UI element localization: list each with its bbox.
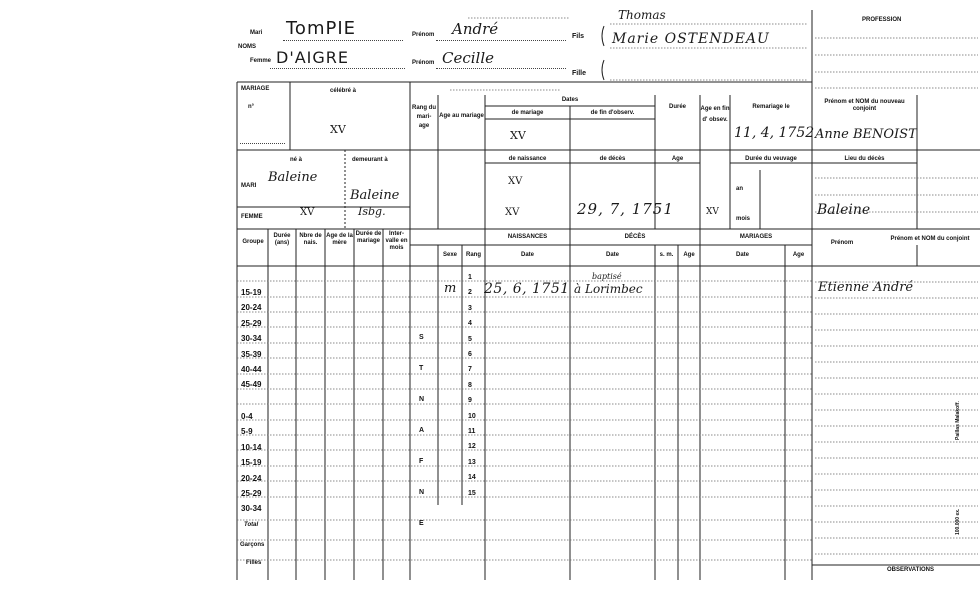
femme-name: D'AIGRE (276, 48, 350, 67)
total-label: Total (244, 522, 259, 528)
rank: 9 (468, 397, 472, 405)
deces-age-label: Age (683, 252, 695, 258)
age-group: 25-29 (241, 318, 262, 328)
age-group: 25-29 (241, 489, 262, 499)
filles-label: Filles (246, 560, 262, 566)
rank: 4 (468, 320, 472, 328)
prenom-nom-conjoint-label: Prénom et NOM du conjoint (890, 236, 970, 242)
age-group: 30-34 (241, 504, 262, 514)
femme-naissance: XV (505, 207, 520, 218)
femme-ne-a: XV (300, 207, 315, 218)
fils-label: Fils (572, 33, 585, 40)
side-print-2: 100.000 ex. (955, 508, 961, 535)
child1-prenom: Etienne André (818, 280, 914, 295)
noms-label: NOMS (238, 44, 256, 50)
enfants-letter: N (419, 396, 425, 403)
age-label-1: Age (671, 156, 684, 162)
prenom-femme-label: Prénom (412, 60, 435, 66)
naissances-label: NAISSANCES (507, 234, 548, 240)
femme-demeurant: Isbg. (358, 205, 386, 218)
rank: 7 (468, 366, 472, 374)
child1-sexe: m (444, 281, 457, 296)
fin-observ-label: de fin d'observ. (590, 110, 635, 116)
side-print-1: Paillas Malakoff. (955, 401, 961, 440)
fils-prenom: Thomas (618, 8, 666, 22)
age-group: 30-34 (241, 334, 262, 344)
rank: 5 (468, 335, 472, 343)
mari-ne-a: Baleine (268, 170, 318, 185)
lieu-deces-value: Baleine (817, 202, 871, 218)
mois-label: mois (736, 216, 751, 222)
mari-label: Mari (250, 30, 263, 36)
garcons-label: Garçons (240, 542, 265, 548)
enfants-vertical (419, 322, 424, 539)
celebre-label: célébré à (330, 88, 357, 94)
de-deces-label: de décès (599, 156, 626, 162)
mari-demeurant: Baleine (350, 188, 400, 203)
enfants-letter: T (419, 365, 424, 372)
celebre-value: XV (330, 123, 346, 136)
date-mariage-value: XV (510, 129, 526, 142)
child1-naissance: 25, 6, 1751 (484, 281, 570, 297)
nbre-nais-label: Nbre de nais. (299, 233, 322, 246)
remariage-label: Remariage le (752, 104, 790, 110)
age-group: 10-14 (241, 442, 262, 452)
sm-label: s. m. (659, 252, 674, 258)
rank-column (468, 270, 476, 501)
femme-row-label: FEMME (241, 214, 263, 220)
age-group: 0-4 (241, 412, 253, 421)
de-naissance-label: de naissance (508, 156, 547, 162)
ne-a-label: né à (290, 157, 303, 163)
rank: 1 (468, 274, 472, 281)
prenom-mari-label: Prénom (412, 32, 435, 38)
age-au-mariage-label: Age au mariage (439, 113, 484, 119)
rank: 11 (468, 428, 476, 436)
rank: 8 (468, 381, 472, 389)
femme-prenom: Cecille (442, 49, 495, 67)
enfants-letter: E (419, 520, 424, 527)
de-mariage-label: de mariage (511, 110, 544, 116)
intervalle-label: Inter- valle en mois (385, 231, 408, 251)
age-fin-label: Age en fin d' obsev. (700, 106, 730, 123)
sexe-label: Sexe (442, 252, 457, 258)
deces-label: DÉCÈS (624, 234, 646, 240)
age-group: 45-49 (241, 380, 262, 390)
femme-age-fin: XV (706, 207, 719, 217)
age-group: 35-39 (241, 349, 262, 359)
enfants-letter: F (419, 458, 424, 465)
prenom-nom-nouveau-label: Prénom et NOM du nouveau conjoint (824, 99, 905, 112)
mariage-age-label: Age (792, 252, 805, 258)
mari-name: TomPIE (286, 18, 357, 39)
enfants-letter: S (419, 334, 424, 341)
demeurant-label: demeurant à (352, 157, 388, 163)
lieu-deces-label: Lieu du décès (844, 156, 885, 162)
rank: 3 (468, 304, 472, 312)
rank: 6 (468, 351, 472, 359)
rank: 12 (468, 443, 476, 451)
prenom-col-label: Prénom (830, 240, 854, 246)
duree-mariage-label: Durée de mariage (355, 231, 382, 244)
femme-label: Femme (250, 58, 272, 64)
mariages-label: MARIAGES (739, 234, 773, 240)
age-group: 5-9 (241, 427, 253, 437)
no-label: n° (248, 104, 255, 110)
enfants-letter: A (419, 427, 425, 434)
naissance-date-label: Date (520, 252, 534, 258)
child1-deces: à Lorimbec (574, 282, 643, 296)
mariage-label: MARIAGE (241, 86, 270, 92)
groupe-label: Groupe (242, 239, 264, 245)
age-groups-bottom (241, 409, 261, 517)
mari-prenom: André (452, 20, 499, 38)
duree-veuvage-label: Durée du veuvage (745, 156, 797, 162)
mariage-date-label: Date (735, 252, 749, 258)
rank: 13 (468, 458, 476, 466)
fils-detail: Marie OSTENDEAU (612, 31, 770, 47)
age-group: 20-24 (241, 303, 262, 313)
rank: 14 (468, 474, 476, 482)
age-group: 15-19 (241, 458, 262, 468)
child1-deces-note: baptisé (592, 272, 622, 281)
age-group: 40-44 (241, 365, 262, 375)
rank: 2 (468, 289, 472, 297)
fille-label: Fille (572, 70, 587, 77)
mari-naissance: XV (508, 176, 523, 187)
mari-row-label: MARI (241, 183, 257, 189)
observations-label: OBSERVATIONS (887, 567, 935, 573)
an-label: an (736, 186, 744, 192)
rang-label: Rang du mari- age (412, 105, 436, 129)
remariage-value: 11, 4, 1752 (734, 125, 815, 141)
duree-label: Durée (668, 104, 686, 110)
age-mere-label: Age de la mère (326, 233, 353, 246)
rang-col-label: Rang (466, 252, 481, 258)
profession-label: PROFESSION (862, 17, 902, 23)
deces-date-label: Date (605, 252, 619, 258)
rank: 10 (468, 412, 476, 420)
enfants-letter: N (419, 489, 425, 496)
age-group: 20-24 (241, 473, 262, 483)
nouveau-conjoint-value: Anne BENOIST (815, 127, 917, 142)
rank: 15 (468, 489, 476, 497)
duree-ans-label: Durée (ans) (273, 233, 291, 246)
dates-label: Dates (561, 97, 579, 103)
femme-deces: 29, 7, 1751 (577, 200, 674, 218)
age-group: 15-19 (241, 288, 262, 297)
age-groups-top (241, 285, 261, 393)
